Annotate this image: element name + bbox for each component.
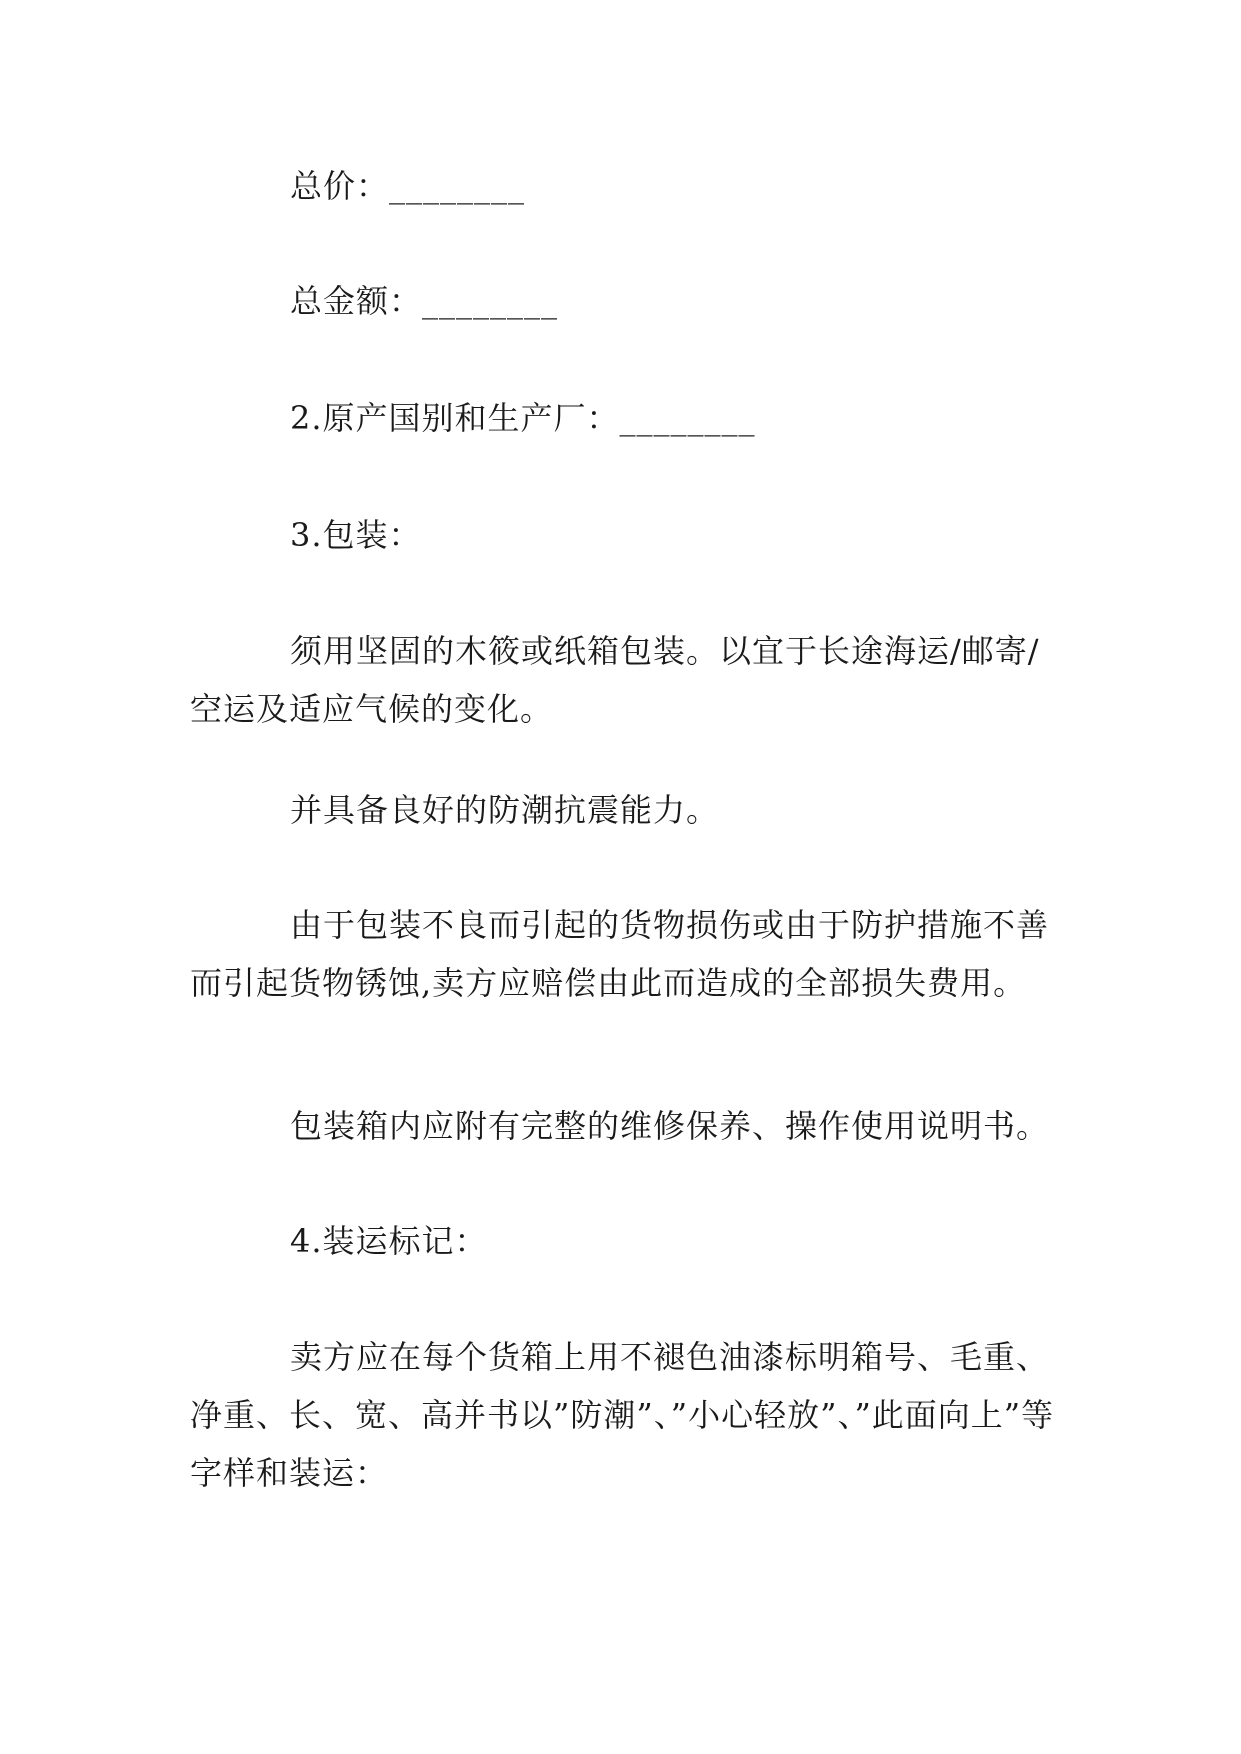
packing-paragraph-3: 由于包装不良而引起的货物损伤或由于防护措施不善而引起货物锈蚀,卖方应赔偿由此而造成的全部损失费用。 bbox=[190, 906, 1050, 1002]
shipping-marks-heading: 4.装运标记： bbox=[290, 1222, 488, 1260]
packing-heading: 3.包装： bbox=[290, 516, 422, 554]
total-amount-line: 总金额：________ bbox=[290, 282, 559, 320]
total-price-line: 总价：________ bbox=[290, 167, 526, 205]
origin-manufacturer-line: 2.原产国别和生产厂：________ bbox=[290, 399, 756, 437]
packing-paragraph-2: 并具备良好的防潮抗震能力。 bbox=[290, 791, 720, 829]
shipping-marks-paragraph: 卖方应在每个货箱上用不褪色油漆标明箱号、毛重、净重、长、宽、高并书以”防潮”、”小心轻放”、”此面向上”等字样和装运： bbox=[190, 1338, 1055, 1492]
packing-paragraph-4: 包装箱内应附有完整的维修保养、操作使用说明书。 bbox=[290, 1107, 1050, 1145]
packing-paragraph-1: 须用坚固的木筱或纸箱包装。以宜于长途海运/邮寄/空运及适应气候的变化。 bbox=[190, 632, 1040, 728]
